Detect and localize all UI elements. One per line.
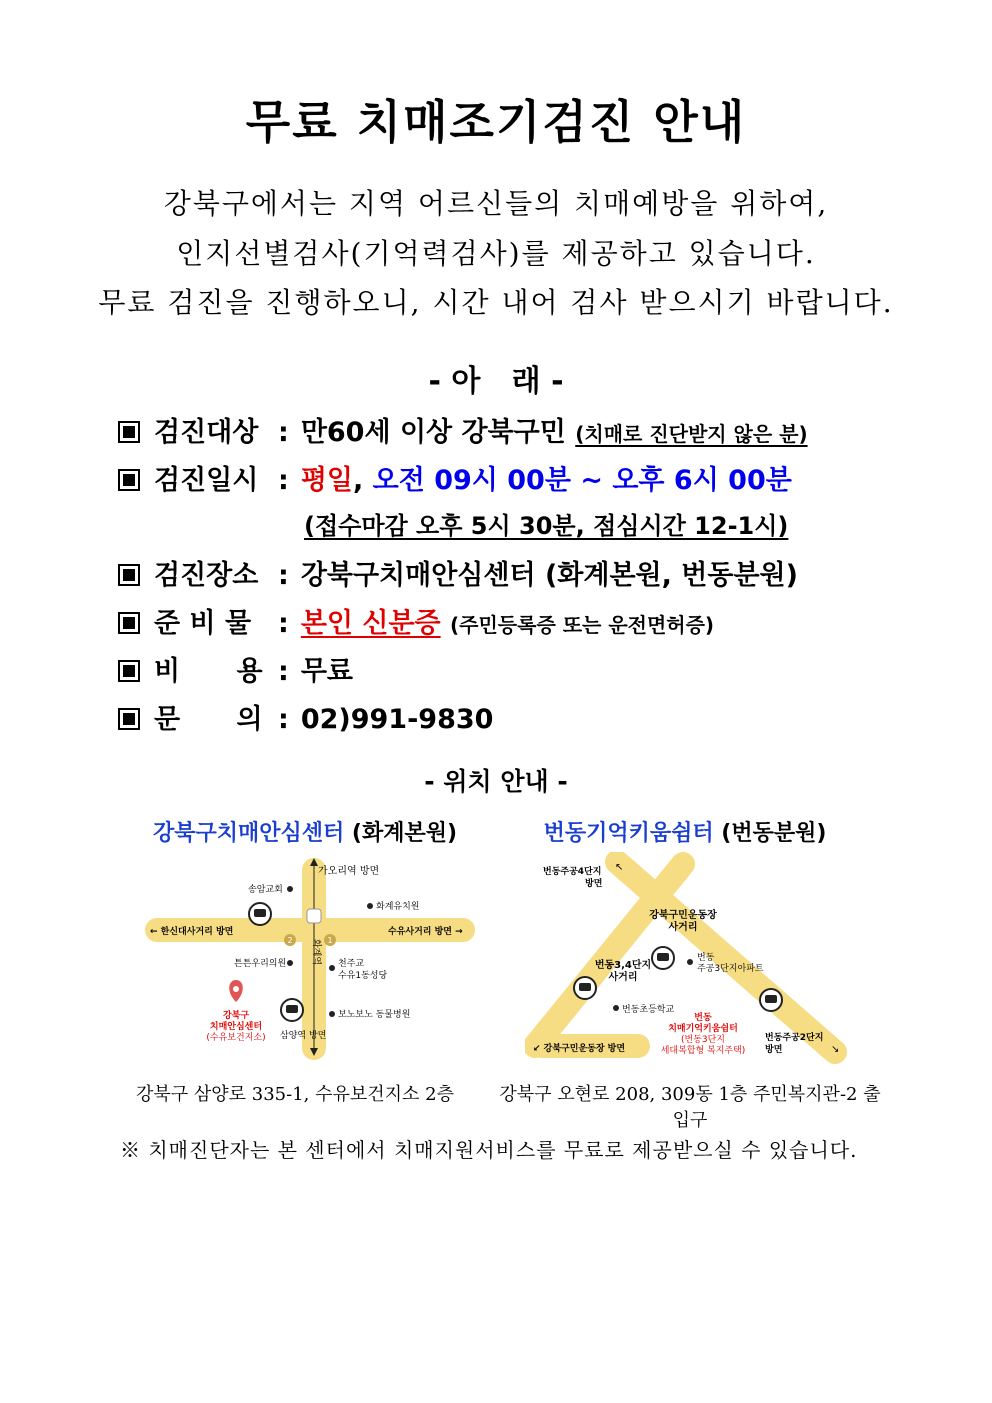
bullet-icon <box>118 660 140 682</box>
bullet-icon <box>118 421 140 443</box>
map2-apt2-2: 방면 <box>765 1045 783 1055</box>
schedule-comma: , <box>352 465 364 496</box>
map1-center1: 강북구 <box>222 1011 250 1021</box>
map1-hansin: ← 한신대사거리 방면 <box>150 927 234 937</box>
row-label: 검진일시 <box>154 465 259 496</box>
bullet-icon <box>118 564 140 586</box>
map1-title <box>140 816 470 847</box>
map2-arrow-icon: ↘ <box>831 1044 840 1055</box>
schedule-day: 평일 <box>300 465 353 496</box>
map2-apt2-1: 번동주공2단지 <box>765 1033 824 1043</box>
bullet-icon <box>118 469 140 491</box>
items-note: (주민등록증 또는 운전면허증) <box>450 613 715 637</box>
intro-line-1: 강북구에서는 지역 어르신들의 치매예방을 위하여, <box>163 187 829 220</box>
row-schedule: 검진일시 : 평일, 오전 09시 00분 ~ 오후 6시 00분 <box>118 458 792 497</box>
map2-address: 강북구 오현로 208, 309동 1층 주민복지관-2 출입구 <box>499 1084 881 1131</box>
map2-apt4-1: 번동주공4단지 <box>543 867 602 877</box>
intro-line-2: 인지선별검사(기억력검사)를 제공하고 있습니다. <box>176 237 816 270</box>
map2-dot-icon <box>613 1005 619 1011</box>
items-value: 본인 신분증 <box>300 608 441 639</box>
map1-samyang: 삼양역 방면 <box>280 1031 327 1041</box>
row-label: 문 의 <box>154 704 263 735</box>
map2-title <box>520 816 850 847</box>
map1-dot-icon <box>287 886 293 892</box>
target-note: (치매로 진단받지 않은 분) <box>575 422 808 446</box>
map2-diagram <box>525 852 855 1064</box>
intro-line-3: 무료 검진을 진행하오니, 시간 내어 검사 받으시기 바랍니다. <box>98 286 894 319</box>
station-icon <box>307 909 321 923</box>
row-items: 준 비 물 : 본인 신분증 (주민등록증 또는 운전면허증) <box>118 601 714 640</box>
map1-hwagye-kinder: 화계유치원 <box>376 902 420 912</box>
map1-title-blue: 강북구치매안심센터 <box>152 821 345 846</box>
map1-station-name: 화계역 <box>311 938 321 966</box>
row-label: 검진장소 <box>154 560 259 591</box>
bullet-icon <box>118 612 140 634</box>
map2-dot-icon <box>687 959 693 965</box>
map2-sports-sq2: 사거리 <box>668 922 698 933</box>
row-place: 검진장소 : 강북구치매안심센터 (화계본원, 번동분원) <box>118 553 798 592</box>
schedule-time: 오전 09시 00분 ~ 오후 6시 00분 <box>372 465 792 496</box>
map1-teunteun: 튼튼우리의원 <box>234 959 287 969</box>
map2-shelter1: 번동 <box>694 1013 712 1023</box>
map1-center3: (수유보건지소) <box>206 1033 266 1043</box>
map1-exit2: 2 <box>287 936 293 945</box>
target-value: 만60세 이상 강북구민 <box>300 417 566 448</box>
map1-dot-icon <box>367 903 373 909</box>
map1-exit1: 1 <box>327 936 333 945</box>
row-cost: 비 용 : 무료 <box>118 649 353 688</box>
map1-church1: 천주교 <box>338 959 365 969</box>
map1-church2: 수유1동성당 <box>338 971 388 981</box>
place-value: 강북구치매안심센터 (화계본원, 번동분원) <box>300 560 798 591</box>
row-label: 준 비 물 <box>154 608 252 639</box>
map2-apt3-1: 번동 <box>697 953 715 963</box>
row-label: 검진대상 <box>154 417 259 448</box>
map2-sports-sq1: 강북구민운동장 <box>649 910 717 921</box>
map2-apt3-2: 주공3단지아파트 <box>697 964 764 974</box>
map1-dot-icon <box>287 960 293 966</box>
schedule-note: (접수마감 오후 5시 30분, 점심시간 12-1시) <box>304 512 789 540</box>
map1-address: 강북구 삼양로 335-1, 수유보건지소 2층 <box>136 1084 454 1105</box>
map2-sports-dir: ↙ 강북구민운동장 방면 <box>533 1044 626 1054</box>
map2-school: 번동초등학교 <box>622 1005 675 1015</box>
map1-gaori: 가오리역 방면 <box>318 866 380 877</box>
map2-arrow-icon: ↖ <box>615 862 624 873</box>
map1-bonobono: 보노보노 동물병원 <box>338 1010 411 1020</box>
map1-suyu: 수유사거리 방면 → <box>388 927 463 937</box>
below-heading: - 아 래 - <box>428 364 564 399</box>
map1-dot-icon <box>329 965 335 971</box>
map2-apt4-2: 방면 <box>585 879 603 889</box>
map1-diagram <box>140 852 480 1064</box>
page-title: 무료 치매조기검진 안내 <box>245 95 747 149</box>
row-contact: 문 의 : 02)991-9830 <box>118 697 493 736</box>
map1-title-black: (화계본원) <box>344 821 458 846</box>
contact-value: 02)991-9830 <box>300 704 494 735</box>
map2-title-blue: 번동기억키움쉼터 <box>543 821 714 846</box>
map1-songam: 송암교회 <box>248 885 283 895</box>
footnote: ※ 치매진단자는 본 센터에서 치매지원서비스를 무료로 제공받으실 수 있습니다. <box>120 1138 858 1162</box>
location-heading: - 위치 안내 - <box>424 767 568 796</box>
row-target: 검진대상 : 만60세 이상 강북구민 (치매로 진단받지 않은 분) <box>118 410 808 449</box>
map2-b34-2: 사거리 <box>608 972 638 983</box>
bullet-icon <box>118 708 140 730</box>
row-label: 비 용 <box>154 656 263 687</box>
map2-shelter4: 세대복합형 복지주택) <box>660 1046 746 1056</box>
map2-title-black: (번동분원) <box>713 821 827 846</box>
map2-shelter2: 치매기억키움쉼터 <box>668 1024 738 1034</box>
map2-shelter3: (번동3단지 <box>680 1035 726 1045</box>
map1-center2: 치매안심센터 <box>209 1022 263 1032</box>
cost-value: 무료 <box>300 656 353 687</box>
map1-dot-icon <box>329 1011 335 1017</box>
map2-b34-1: 번동3,4단지 <box>594 960 652 971</box>
